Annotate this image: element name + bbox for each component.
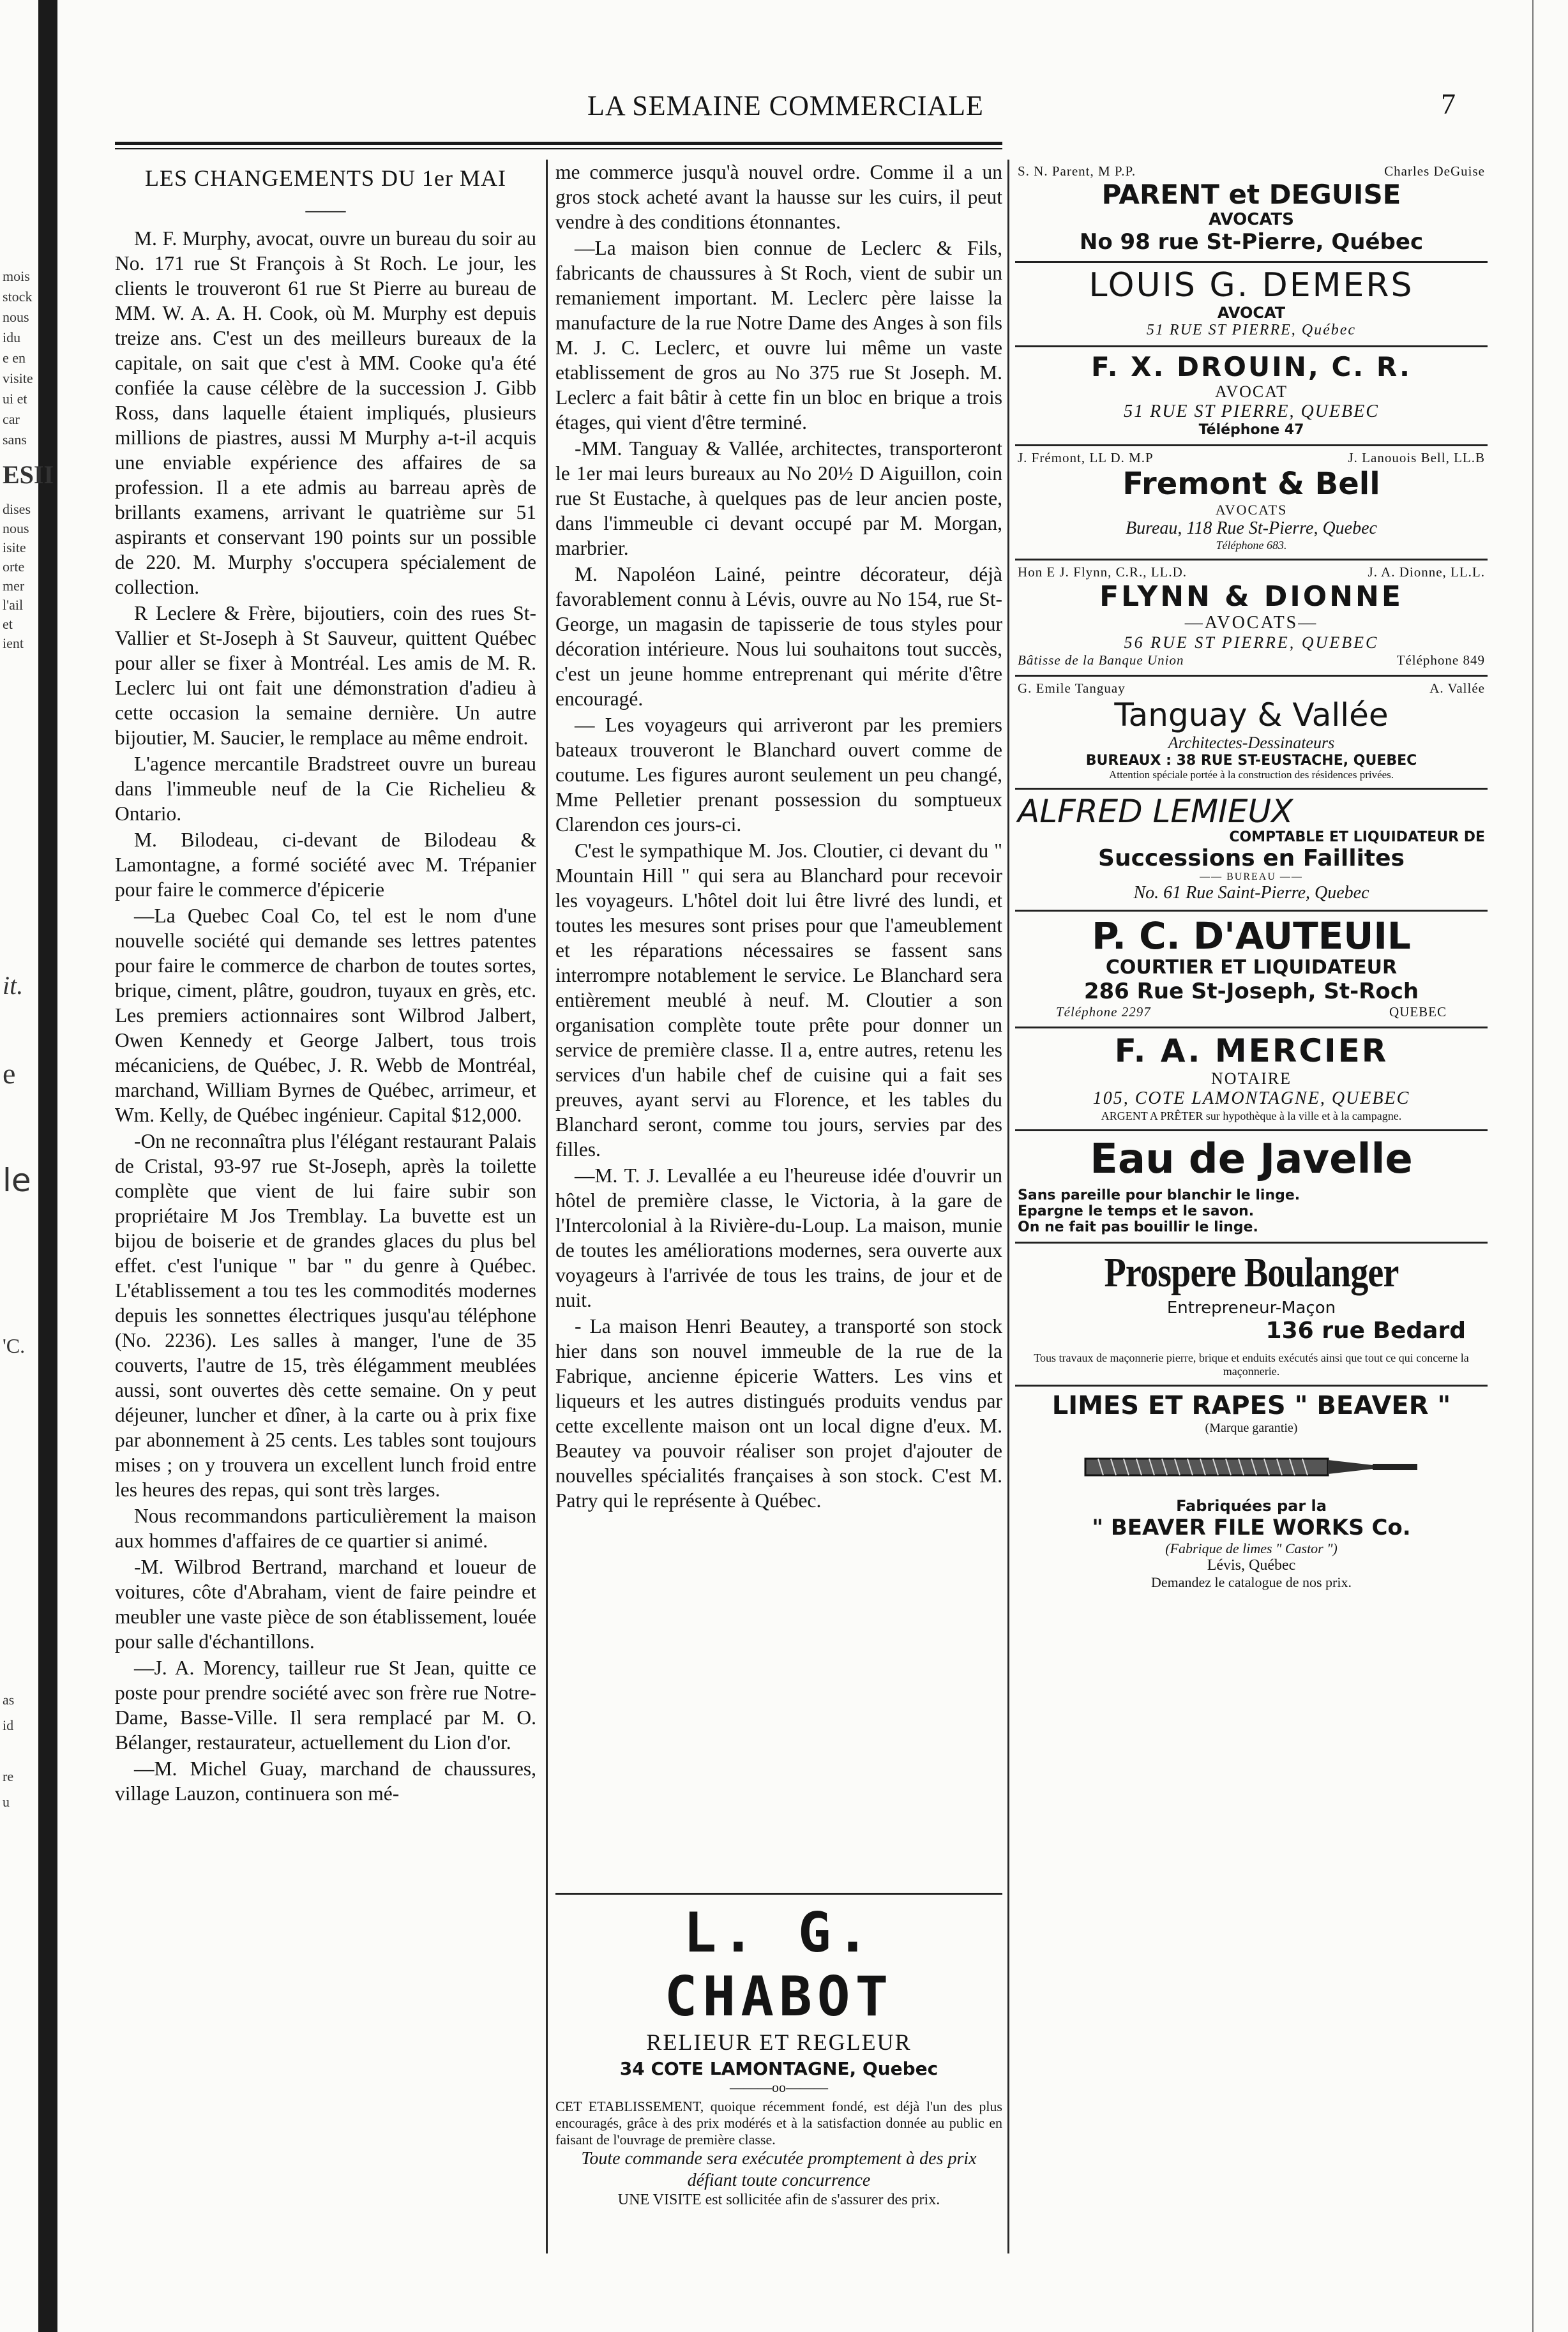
margin-fragment: ESII xyxy=(3,460,54,489)
article-column-1 xyxy=(115,166,536,1807)
firm-address: 136 rue Bedard xyxy=(1265,1318,1466,1344)
firm-building: Bâtisse de la Banque Union xyxy=(1018,652,1184,668)
firm-name: PARENT et DEGUISE xyxy=(1101,179,1401,210)
margin-fragment: dises xyxy=(3,501,31,517)
margin-fragment: e en xyxy=(3,350,26,366)
partner-right: Charles DeGuise xyxy=(1384,163,1485,179)
firm-name: LOUIS G. DEMERS xyxy=(1089,266,1414,305)
ad-parent-deguise xyxy=(1015,160,1488,263)
ad-eau-de-javelle xyxy=(1015,1131,1488,1244)
firm-role: COMPTABLE ET LIQUIDATEUR DE xyxy=(1229,829,1485,845)
firm-name: FLYNN & DIONNE xyxy=(1099,580,1403,613)
margin-fragment: idu xyxy=(3,329,21,345)
firm-name: Fremont & Bell xyxy=(1122,466,1380,502)
firm-role: NOTAIRE xyxy=(1210,1069,1292,1088)
chabot-address: 34 COTE LAMONTAGNE, Quebec xyxy=(619,2058,939,2079)
article-paragraph: me commerce jusqu'à nouvel ordre. Comme il a un gros stock acheté avant la hausse sur les cuirs, il peut vendre à des conditions étonnantes. xyxy=(555,161,1002,233)
product-guarantee: (Marque garantie) xyxy=(1205,1421,1298,1435)
article-paragraph: Nous recommandons particulièrement la maison aux hommes d'affaires de ce quartier si animé. xyxy=(115,1505,536,1552)
advertisement-column xyxy=(1015,160,1488,1597)
chabot-separator: ———oo——— xyxy=(730,2079,828,2095)
firm-address: No 98 rue St-Pierre, Québec xyxy=(1079,229,1424,255)
firm-note: Attention spéciale portée à la construction des résidences privées. xyxy=(1108,769,1394,781)
article-paragraph: C'est le sympathique M. Jos. Cloutier, ci devant du " Mountain Hill " qui sera au Blanchard pour recevoir les voyageurs. L'hôtel doit lui être livré des lundi, et toutes les mesures sont prises pour que l'ameublement et les réparations nécessaires se fassent sans interrompre notablement le service. Le Blanchard sera entièrement meublé à neuf. M. Cloutier a son organisation complète toute prête pour donner un service de première classe. Il a, entre autres, retenu les services d'un habile chef de cuisine qui a fait ses preuves, ayant servi au Florence, et les tables du Blanchard seront, comme tou jours, servies par des filles. xyxy=(555,839,1002,1161)
margin-fragment: l'ail xyxy=(3,597,24,613)
firm-name: ALFRED LEMIEUX xyxy=(1018,793,1293,830)
margin-fragment: ient xyxy=(3,635,24,651)
product-name: LIMES ET RAPES " BEAVER " xyxy=(1052,1391,1451,1420)
firm-name: Tanguay & Vallée xyxy=(1114,696,1389,733)
article-paragraph: L'agence mercantile Bradstreet ouvre un bureau dans l'immeuble neuf de la Cie Richelieu & Ontario. xyxy=(115,753,536,825)
firm-role: AVOCATS xyxy=(1209,210,1294,229)
firm-address: 51 RUE ST PIERRE, QUEBEC xyxy=(1124,402,1379,421)
article-paragraph: M. F. Murphy, avocat, ouvre un bureau du soir au No. 171 rue St François à St Roch. Le jour, les clients le trouveront 61 rue St Pierre au bureau de MM. W. A. A. H. Cook, où M. Murphy est depuis treize ans. C'est un des meilleurs bureaux de la capitale, on sait que c'est à MM. Cooke qu'a été confiée la cause célèbre de la succession J. Gibb Ross, dans laquelle étaient impliqués, plusieurs millions de piastres, aussi M Murphy a-t-il acquis une enviable expérience des affaires de sa profession. Il a ete admis au barreau après de brillants examens, arrivant le quatrième sur 51 aspirants et conservant 190 points sur un possible de 220. M. Murphy s'occupera spécialement de collection. xyxy=(115,227,536,598)
ad-alfred-lemieux xyxy=(1015,790,1488,912)
ad-prospere-boulanger xyxy=(1015,1244,1488,1387)
flynn-footer xyxy=(1018,652,1485,668)
firm-name: F. X. DROUIN, C. R. xyxy=(1091,351,1412,382)
firm-role: Entrepreneur-Maçon xyxy=(1166,1298,1336,1318)
product-line: Sans pareille pour blanchir le linge. xyxy=(1018,1187,1300,1203)
article-paragraph: -MM. Tanguay & Vallée, architectes, transporteront le 1er mai leurs bureaux au No 20½ D Aiguillon, coin rue St Eustache, à quelques pas de leur ancien poste, dans l'immeuble ci devant occupé par M. Morgan, marbrier. xyxy=(555,437,1002,559)
firm-bureau-label: —— BUREAU —— xyxy=(1200,871,1303,882)
maker-label: Fabriquées par la xyxy=(1176,1497,1327,1515)
partner-right: J. Lanouois Bell, LL.B xyxy=(1348,450,1485,465)
firm-role: COURTIER ET LIQUIDATEUR xyxy=(1105,956,1398,979)
ad-mercier xyxy=(1015,1028,1488,1131)
partner-right: J. A. Dionne, LL.L. xyxy=(1368,564,1485,580)
ad-tanguay-vallee xyxy=(1015,677,1488,790)
product-line: On ne fait pas bouillir le linge. xyxy=(1018,1219,1258,1235)
article-paragraph: R Leclere & Frère, bijoutiers, coin des rues St-Vallier et St-Joseph à St Sauveur, quittent Québec pour aller se fixer à Montréal. Les amis de M. R. Leclerc lui ont fait une démonstration d'adieu à cette occasion la semaine dernière. Un autre bijoutier, M. Saucier, le remplace au même endroit. xyxy=(115,602,536,749)
firm-address: 51 RUE ST PIERRE, Québec xyxy=(1146,322,1357,338)
margin-fragment: stock xyxy=(3,289,33,305)
firm-city: QUEBEC xyxy=(1389,1004,1447,1019)
firm-role: Architectes-Dessinateurs xyxy=(1168,733,1335,752)
header-rule xyxy=(115,142,1002,145)
margin-fragment: u xyxy=(3,1794,10,1810)
page-edge-line xyxy=(1532,0,1534,2332)
column-divider xyxy=(1007,160,1009,2253)
margin-fragment: mer xyxy=(3,578,25,594)
partner-left: S. N. Parent, M P.P. xyxy=(1018,163,1136,179)
firm-note: Tous travaux de maçonnerie pierre, brique et enduits exécutés ainsi que tout ce qui concerne la maçonnerie. xyxy=(1034,1351,1469,1378)
article-paragraph: —M. T. J. Levallée a eu l'heureuse idée d'ouvrir un hôtel de première classe, le Victoria, à la gare de l'Intercolonial à la Rivière-du-Loup. La maison, munie de toutes les améliorations modernes, sera ouverte aux voyageurs à l'arrivée de tous les trains, de jour et de nuit. xyxy=(555,1164,1002,1311)
margin-fragment: mois xyxy=(3,268,30,284)
firm-telephone: Téléphone 47 xyxy=(1198,422,1304,438)
firm-address: No. 61 Rue Saint-Pierre, Quebec xyxy=(1133,883,1369,903)
firm-telephone: Téléphone 683. xyxy=(1216,539,1287,552)
page-header xyxy=(115,77,1456,134)
chabot-advertisement xyxy=(555,1893,1002,2208)
maker-alt-name: (Fabrique de limes " Castor ") xyxy=(1165,1540,1338,1556)
partner-names xyxy=(1018,163,1485,179)
partner-right: A. Vallée xyxy=(1429,681,1485,696)
chabot-trade: RELIEUR ET REGLEUR xyxy=(646,2029,912,2055)
article-paragraph: —La Quebec Coal Co, tel est le nom d'une nouvelle société qui demande ses lettres patentes pour faire le commerce de charbon de toutes sortes, brique, ciment, plâtre, goudron, tuyaux en grès, etc. Les premiers actionnaires sont Wilbrod Jalbert, Owen Kennedy et George Jalbert, tous trois mécaniciens, de Québec, J. R. Webb de Montréal, marchand, William Byrnes de Québec, arrimeur, et Wm. Kelly, de Québec ingénieur. Capital $12,000. xyxy=(115,905,536,1126)
article-paragraph: M. Napoléon Lainé, peintre décorateur, déjà favorablement connu à Lévis, ouvre au No 154, rue St-George, un magasin de tapisserie de tous styles pour décoration intérieure. Nous lui souhaitons tout succès, c'est un jeune homme entreprenant qui mérite d'être encouragé. xyxy=(555,563,1002,710)
column-divider xyxy=(546,160,548,2253)
margin-fragment: le xyxy=(3,1162,31,1199)
margin-fragment: nous xyxy=(3,520,29,536)
firm-name: F. A. MERCIER xyxy=(1114,1032,1389,1069)
firm-role: AVOCAT xyxy=(1217,304,1286,322)
partner-left: Hon E J. Flynn, C.R., LL.D. xyxy=(1018,564,1187,580)
maker-name: " BEAVER FILE WORKS Co. xyxy=(1092,1515,1411,1540)
article-paragraph: - La maison Henri Beautey, a transporté son stock hier dans son nouvel immeuble de la rue de la Fabrique, ancienne épicerie Watters. Les vins et liqueurs et les autres distingués produits vendus par cette excellente maison ont un local digne d'eux. M. Beautey va pouvoir réaliser son projet d'ajouter de nouvelles spécialités françaises à son stock. C'est M. Patry qui le représente à Québec. xyxy=(555,1315,1002,1512)
margin-fragment: sans xyxy=(3,432,27,448)
margin-fragment: et xyxy=(3,616,13,632)
firm-address: 56 RUE ST PIERRE, QUEBEC xyxy=(1124,633,1379,652)
firm-role: AVOCAT xyxy=(1214,382,1288,401)
ad-fremont-bell xyxy=(1015,446,1488,560)
firm-address: BUREAUX : 38 RUE ST-EUSTACHE, QUEBEC xyxy=(1085,753,1417,769)
article-paragraph: —M. Michel Guay, marchand de chaussures, village Lauzon, continuera son mé- xyxy=(115,1757,536,1805)
firm-address: 286 Rue St-Joseph, St-Roch xyxy=(1083,979,1419,1004)
firm-name: Prospere Boulanger xyxy=(1104,1249,1399,1296)
article-paragraph: M. Bilodeau, ci-devant de Bilodeau & Lamontagne, a formé société avec M. Trépanier pour faire le commerce d'épicerie xyxy=(115,829,536,901)
article-paragraph: -On ne reconnaîtra plus l'élégant restaurant Palais de Cristal, 93-97 rue St-Joseph, après la toilette complète que vient de lui faire subir son propriétaire M Jos Tremblay. La buvette est un bijou de boiserie et de grandes glaces du plus bel effet. c'est l'unique " bar " du genre à Québec. L'établissement a tou tes les commodités modernes depuis les sonnettes électriques jusqu'au téléphone (No. 2236). Les salles à manger, l'une de 35 couverts, l'autre de 15, très élégamment meublées aussi, sont ouvertes dès cette semaine. On y peut déjeuner, luncher et dîner, à la carte ou à prix fixe par abonnement à 25 cents. Les tables sont toujours mises ; on y trouvera un excellent lunch froid entre les heures des repas, qui sont très larges. xyxy=(115,1130,536,1501)
ad-flynn-dionne xyxy=(1015,560,1488,677)
margin-fragment: as xyxy=(3,1692,15,1708)
partner-names xyxy=(1018,564,1485,580)
chabot-body: CET ETABLISSEMENT, quoique récemment fondé, est déjà l'un des plus encouragés, grâce à des prix modérés et à la satisfaction donnée au public en faisant de l'ouvrage de première classe. xyxy=(555,2098,1002,2148)
ad-dauteuil xyxy=(1015,912,1488,1028)
margin-fragment: nous xyxy=(3,309,29,325)
firm-name: P. C. D'AUTEUIL xyxy=(1092,914,1411,958)
file-icon xyxy=(1073,1441,1430,1492)
margin-fragment: re xyxy=(3,1768,14,1784)
product-name: Eau de Javelle xyxy=(1090,1136,1413,1183)
margin-fragment: visite xyxy=(3,370,33,386)
catalogue-note: Demandez le catalogue de nos prix. xyxy=(1151,1574,1352,1590)
margin-fragment: ui et xyxy=(3,391,27,407)
right-margin-strip xyxy=(1507,0,1568,2332)
margin-fragment: id xyxy=(3,1717,14,1733)
ad-drouin xyxy=(1015,347,1488,446)
ad-beaver-files xyxy=(1015,1387,1488,1597)
margin-fragment: e xyxy=(3,1057,16,1090)
partner-names xyxy=(1018,450,1485,466)
chabot-slogan: Toute commande sera exécutée promptement à des prix défiant toute concurrence xyxy=(581,2149,977,2190)
partner-left: G. Emile Tanguay xyxy=(1018,681,1126,696)
firm-note: ARGENT A PRÊTER sur hypothèque à la ville et à la campagne. xyxy=(1101,1110,1402,1122)
margin-fragment: it. xyxy=(3,971,24,1000)
chabot-name: L. G. CHABOT xyxy=(664,1901,894,2029)
margin-fragment: isite xyxy=(3,539,26,555)
left-margin-strip xyxy=(0,0,77,2332)
margin-fragment: car xyxy=(3,411,20,427)
ad-demers xyxy=(1015,263,1488,347)
article-paragraph: —La maison bien connue de Leclerc & Fils, fabricants de chaussures à St Roch, vient de subir un remaniement important. M. Leclerc père laisse la manufacture de la rue Notre Dame des Anges à son fils M. J. C. Leclerc, et ouvre lui même un vaste etablissement de gros au No 375 rue St Joseph. M. Leclerc a fait bâtir à cette fin un bloc en brique a trois étages, qui vient d'être terminé. xyxy=(555,237,1002,433)
margin-fragment: 'C. xyxy=(3,1334,26,1357)
firm-role: —AVOCATS— xyxy=(1184,613,1318,633)
article-paragraph: -M. Wilbrod Bertrand, marchand et loueur de voitures, côte d'Abraham, vient de faire peindre et meubler une vaste pièce de son établissement, louée pour salle d'échantillons. xyxy=(115,1556,536,1653)
article-column-2 xyxy=(555,160,1002,1514)
header-rule-thin xyxy=(115,148,1002,149)
firm-telephone: Téléphone 2297 xyxy=(1056,1004,1151,1019)
firm-address: 105, COTE LAMONTAGNE, QUEBEC xyxy=(1092,1088,1410,1108)
chabot-visit-note: UNE VISITE est sollicitée afin de s'assurer des prix. xyxy=(617,2192,940,2208)
article-heading: LES CHANGEMENTS DU 1er MAI xyxy=(145,165,506,191)
newspaper-title: LA SEMAINE COMMERCIALE xyxy=(587,90,984,121)
article-paragraph: —J. A. Morency, tailleur rue St Jean, quitte ce poste pour prendre société avec son frère rue Notre-Dame, Basse-Ville. Il sera remplacé par M. O. Bélanger, restaurateur, actuellement du Lion d'or. xyxy=(115,1657,536,1754)
partner-names xyxy=(1018,681,1485,696)
firm-telephone: Téléphone 849 xyxy=(1396,652,1485,668)
firm-speciality: Successions en Faillites xyxy=(1098,845,1405,871)
heading-dash: —— xyxy=(305,199,346,221)
product-line: Epargne le temps et le savon. xyxy=(1018,1203,1255,1219)
maker-city: Lévis, Québec xyxy=(1207,1557,1296,1574)
firm-role: AVOCATS xyxy=(1215,502,1288,518)
partner-left: J. Frémont, LL D. M.P xyxy=(1018,450,1154,465)
firm-address: Bureau, 118 Rue St-Pierre, Quebec xyxy=(1126,518,1377,538)
page-number: 7 xyxy=(1441,87,1456,120)
binding-edge xyxy=(38,0,57,2332)
margin-fragment: orte xyxy=(3,559,25,575)
dauteuil-footer xyxy=(1018,1004,1485,1020)
article-paragraph: — Les voyageurs qui arriveront par les premiers bateaux trouveront le Blanchard ouvert comme de coutume. Les figures auront seulement un peu changé, Mme Pelletier prenant possession du somptueux Clarendon ces jours-ci. xyxy=(555,714,1002,836)
